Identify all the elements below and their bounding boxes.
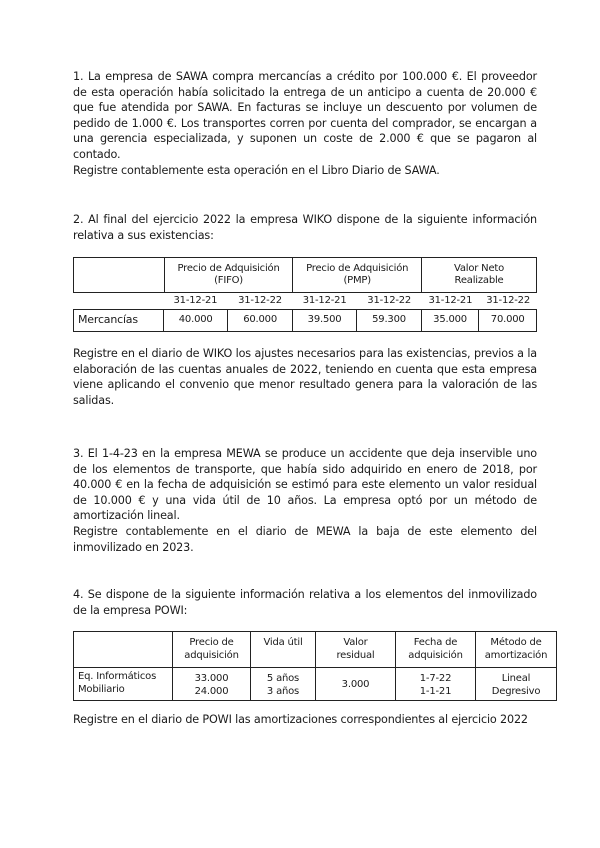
exercise-3-text: 3. El 1-4-23 en la empresa MEWA se produce un accidente que deja inservible uno de los elementos de transporte, que había sido adquirido en enero de 2018, por 40.000 € en la fecha de adquisición se estimó para este elemento un valor residual de 10.000 € y una vida útil de 10 años. La empresa optó por un método de amortización lineal. xyxy=(73,447,537,523)
exercise-1-text: 1. La empresa de SAWA compra mercancías a crédito por 100.000 €. El proveedor de esta operación había solicitado la entrega de un anticipo a cuenta de 20.000 € que fue atendida por SAWA. En facturas se incluye un descuento por volumen de pedido de 1.000 €. Los transportes corren por cuenta del comprador, se encargan a una gerencia especializada, y suponen un coste de 2.000 € que se pagaron al contado. xyxy=(73,70,537,161)
value-cell: 40.000 xyxy=(163,310,227,331)
life-cell xyxy=(250,668,315,700)
exercise-4-intro xyxy=(73,587,537,618)
header-residual-line2: residual xyxy=(336,649,375,661)
item-name: Mobiliario xyxy=(78,683,125,695)
item-name: Eq. Informáticos xyxy=(78,671,157,682)
value-cell: 35.000 xyxy=(421,310,479,331)
header-empty-cell xyxy=(74,258,164,292)
header-price xyxy=(172,632,250,667)
exercise-2-instruction-text: Registre en el diario de WIKO los ajustes necesarios para las existencias, previos a la elaboración de las cuentas anuales de 2022, teniendo en cuenta que esta empresa viene aplicando el convenio que menor resultado genera para la valoración de las salidas. xyxy=(73,347,537,407)
inventory-table-dates xyxy=(73,293,537,309)
table-row xyxy=(74,667,556,700)
exercise-4-intro-text: 4. Se dispone de la siguiente información relativa a los elementos del inmovilizado de la empresa POWI: xyxy=(73,588,537,617)
price-cell xyxy=(172,668,250,700)
header-price-line2: adquisición xyxy=(184,649,239,661)
exercise-4-instruction xyxy=(73,712,537,728)
date-cell: 31-12-21 xyxy=(173,294,218,306)
header-fifo-line2: (FIFO) xyxy=(214,275,244,286)
price-value: 33.000 xyxy=(194,673,229,684)
header-acq-date xyxy=(395,632,475,667)
exercise-1-instruction: Registre contablemente esta operación en el Libro Diario de SAWA. xyxy=(73,163,440,177)
life-value: 5 años xyxy=(266,673,300,684)
date-cell xyxy=(395,668,475,700)
inventory-table-header xyxy=(73,257,537,293)
header-residual xyxy=(315,632,395,667)
date-cell: 31-12-22 xyxy=(486,294,531,306)
exercise-2-instruction xyxy=(73,346,537,408)
header-empty-cell xyxy=(74,632,172,667)
date-cell: 31-12-21 xyxy=(302,294,347,306)
table-row xyxy=(73,309,537,332)
date-value: 1-1-21 xyxy=(419,685,452,697)
exercise-1 xyxy=(73,69,537,178)
dates-empty-cell xyxy=(73,293,163,309)
exercise-3 xyxy=(73,446,537,555)
exercise-2-intro-text: 2. Al final del ejercicio 2022 la empresa WIKO dispone de la siguiente información relativa a sus existencias: xyxy=(73,213,537,242)
exercise-2-intro xyxy=(73,212,537,243)
header-useful-life-line1: Vida útil xyxy=(263,637,303,648)
items-cell xyxy=(74,668,172,700)
header-pmp xyxy=(292,258,421,292)
header-pmp-line2: (PMP) xyxy=(343,275,371,286)
header-vnr-line1: Valor Neto xyxy=(453,262,505,274)
date-cell: 31-12-21 xyxy=(428,294,473,306)
header-useful-life xyxy=(250,632,315,667)
value-cell: 59.300 xyxy=(356,310,420,331)
row-label: Mercancías xyxy=(78,313,138,327)
date-cell: 31-12-22 xyxy=(367,294,412,306)
value-cell: 70.000 xyxy=(478,310,536,331)
header-vnr xyxy=(421,258,536,292)
header-fifo xyxy=(164,258,293,292)
header-vnr-line2: Realizable xyxy=(454,275,504,286)
header-acq-date-line1: Fecha de xyxy=(413,637,458,648)
header-residual-line1: Valor xyxy=(343,637,368,648)
date-value: 1-7-22 xyxy=(419,673,452,684)
life-value: 3 años xyxy=(266,685,300,697)
price-value: 24.000 xyxy=(194,685,229,697)
header-pmp-line1: Precio de Adquisición xyxy=(306,262,409,274)
header-method xyxy=(475,632,556,667)
method-value: Degresivo xyxy=(491,685,541,697)
method-cell xyxy=(475,668,556,700)
header-fifo-line1: Precio de Adquisición xyxy=(177,262,280,274)
residual-value: 3.000 xyxy=(341,679,370,691)
fixed-assets-header xyxy=(74,632,556,667)
exercise-3-instruction: Registre contablemente en el diario de MEWA la baja de este elemento del inmovilizado en 2023. xyxy=(73,524,537,554)
date-cell: 31-12-22 xyxy=(238,294,282,306)
header-price-line1: Precio de xyxy=(189,637,234,648)
header-method-line2: amortización xyxy=(484,649,548,661)
value-cell: 60.000 xyxy=(227,310,291,331)
fixed-assets-table xyxy=(73,631,557,701)
residual-cell xyxy=(315,668,395,700)
header-acq-date-line2: adquisición xyxy=(408,649,463,661)
header-method-line1: Método de xyxy=(490,637,542,648)
method-value: Lineal xyxy=(501,673,531,684)
exercise-4-instruction-text: Registre en el diario de POWI las amortizaciones correspondientes al ejercicio 2022 xyxy=(73,713,528,726)
value-cell: 39.500 xyxy=(292,310,356,331)
